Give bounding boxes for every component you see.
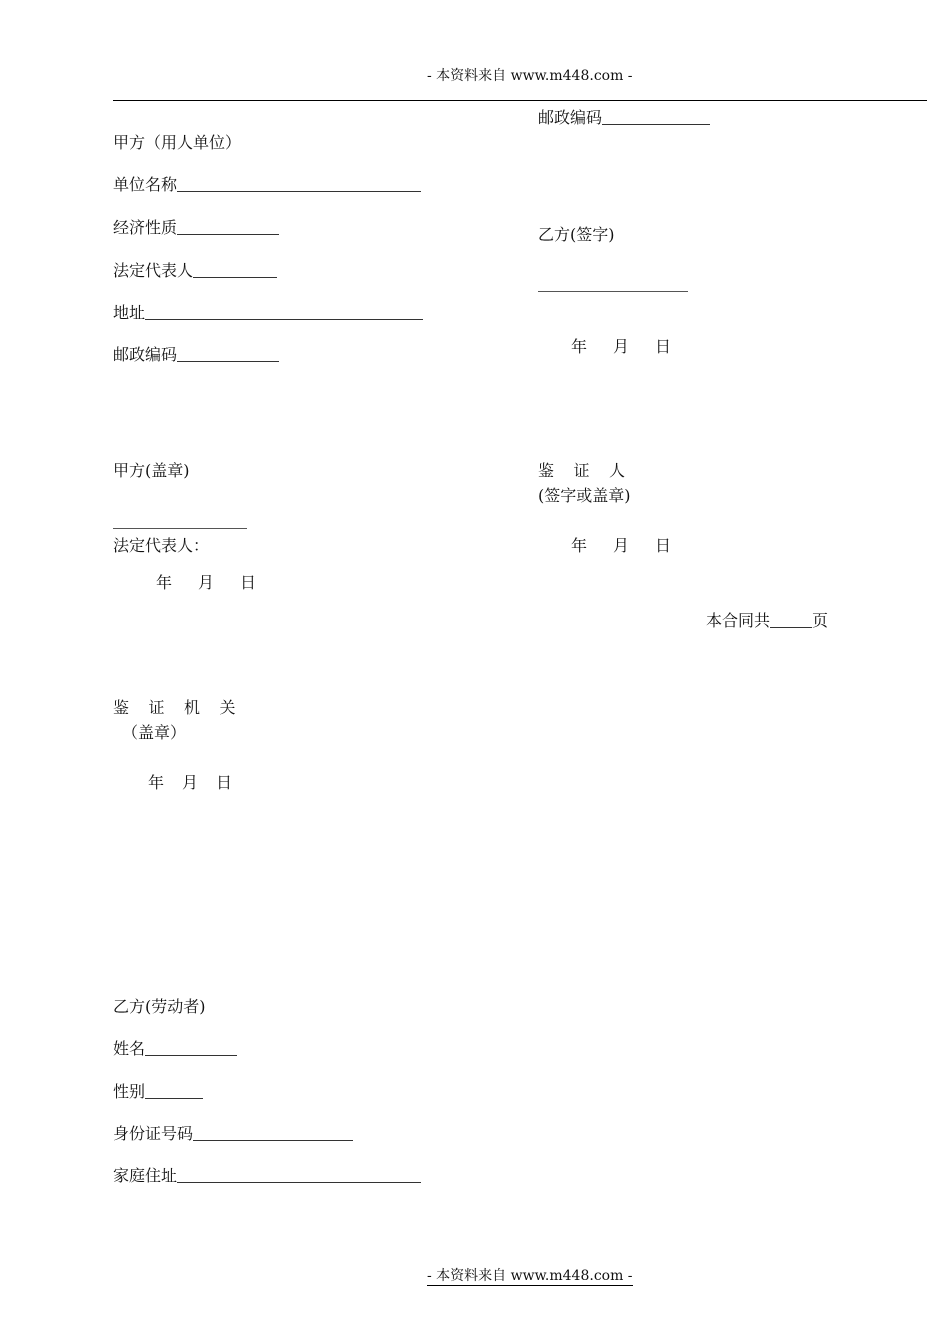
date-month: 月 — [613, 337, 630, 356]
id-number-field — [113, 1124, 353, 1144]
postcode-field — [113, 345, 279, 365]
page-count — [706, 611, 828, 631]
id-number-label: 身份证号码 — [113, 1124, 194, 1143]
legal-rep-field — [113, 261, 277, 281]
date-month: 月 — [182, 773, 199, 792]
date-year: 年 — [571, 337, 588, 356]
postcode-label: 邮政编码 — [113, 345, 178, 364]
party-a-seal-label: 甲方(盖章) — [113, 461, 190, 480]
witness-label: 鉴 证 人 — [538, 461, 633, 480]
right-postcode-field — [538, 108, 710, 128]
page-footer — [427, 1266, 633, 1286]
party-b-title: 乙方(劳动者) — [113, 997, 206, 1016]
party-b-sign-date — [571, 337, 671, 357]
unit-name-blank[interactable] — [177, 190, 421, 192]
right-postcode-blank[interactable] — [602, 123, 710, 125]
witness-date — [571, 536, 671, 556]
address-label: 地址 — [113, 303, 146, 322]
page-footer-text: - 本资料来自 www.m448.com - — [427, 1268, 633, 1284]
date-month: 月 — [613, 536, 630, 555]
gender-label: 性别 — [113, 1082, 146, 1101]
verification-office-date — [148, 773, 232, 793]
party-a-seal-legal-rep: 法定代表人： — [113, 536, 210, 555]
unit-name-label: 单位名称 — [113, 175, 178, 194]
header-rule — [113, 100, 927, 101]
date-day: 日 — [216, 773, 233, 792]
economic-nature-blank[interactable] — [177, 233, 279, 235]
date-year: 年 — [156, 573, 173, 592]
party-a-title: 甲方（用人单位） — [113, 133, 242, 152]
page-count-blank[interactable] — [770, 626, 812, 628]
party-a-seal-date — [156, 573, 256, 593]
name-field — [113, 1039, 237, 1059]
page-header: - 本资料来自 www.m448.com - — [427, 68, 633, 84]
address-field — [113, 303, 423, 323]
home-address-label: 家庭住址 — [113, 1166, 178, 1185]
name-label: 姓名 — [113, 1039, 146, 1058]
date-day: 日 — [240, 573, 257, 592]
verification-office-sub: （盖章） — [122, 723, 187, 742]
home-address-blank[interactable] — [177, 1181, 421, 1183]
verification-office-label: 鉴 证 机 关 — [113, 698, 243, 717]
party-b-sign-label: 乙方(签字) — [538, 225, 615, 244]
economic-nature-field — [113, 218, 279, 238]
legal-rep-blank[interactable] — [193, 276, 277, 278]
date-year: 年 — [148, 773, 165, 792]
postcode-blank[interactable] — [177, 360, 279, 362]
id-number-blank[interactable] — [193, 1139, 353, 1141]
economic-nature-label: 经济性质 — [113, 218, 178, 237]
address-blank[interactable] — [145, 318, 423, 320]
home-address-field — [113, 1166, 421, 1186]
witness-sub-label: (签字或盖章) — [538, 486, 631, 505]
gender-field — [113, 1082, 203, 1102]
gender-blank[interactable] — [145, 1097, 203, 1099]
page-count-prefix: 本合同共 — [706, 611, 771, 630]
date-day: 日 — [655, 536, 672, 555]
page-count-suffix: 页 — [812, 611, 829, 630]
party-b-sign-blank[interactable] — [538, 291, 688, 292]
legal-rep-label: 法定代表人 — [113, 261, 194, 280]
right-postcode-label: 邮政编码 — [538, 108, 603, 127]
unit-name-field — [113, 175, 421, 195]
date-month: 月 — [198, 573, 215, 592]
name-blank[interactable] — [145, 1054, 237, 1056]
date-day: 日 — [655, 337, 672, 356]
party-a-seal-blank[interactable] — [113, 528, 247, 529]
date-year: 年 — [571, 536, 588, 555]
